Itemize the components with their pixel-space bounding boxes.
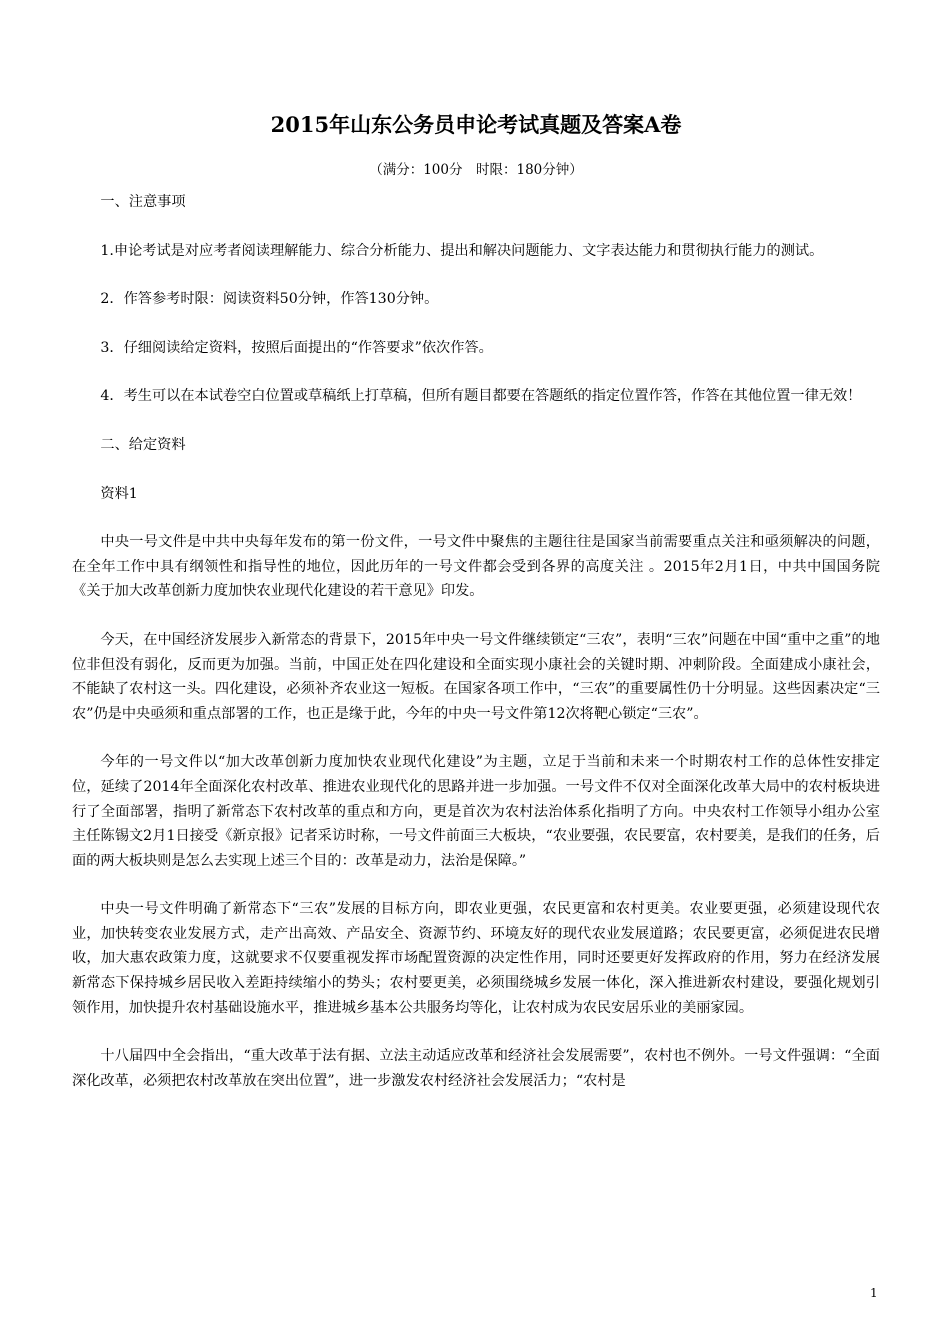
note-item-3: 3．仔细阅读给定资料，按照后面提出的“作答要求”依次作答。 <box>100 339 493 356</box>
section-heading-materials: 二、给定资料 <box>100 436 186 453</box>
note-item-2: 2．作答参考时限：阅读资料50分钟，作答130分钟。 <box>100 291 439 308</box>
material-paragraph: 中央一号文件是中共中央每年发布的第一份文件，一号文件中聚焦的主题往往是国家当前需要重点关注和亟须解决的问题，在全年工作中具有纲领性和指导性的地位，因此历年的一号文件都会受到各界的高度关注 。2015年2月1日，中共中国国务院《关于加大改革创新力度加快农业现代化建设的若干意见》印发。 <box>72 534 880 600</box>
document-subtitle: （满分：100分 时限：180分钟） <box>369 162 583 178</box>
material-paragraph: 十八届四中全会指出，“重大改革于法有据、立法主动适应改革和经济社会发展需要”，农村也不例外。一号文件强调：“全面深化改革，必须把农村改革放在突出位置”，进一步激发农村经济社会发展活力；“农村是 <box>72 1048 880 1089</box>
document-body <box>72 190 880 1093</box>
note-item-1: 1.申论考试是对应考者阅读理解能力、综合分析能力、提出和解决问题能力、文字表达能力和贯彻执行能力的测试。 <box>100 242 824 259</box>
material-paragraph: 今天，在中国经济发展步入新常态的背景下，2015年中央一号文件继续锁定“三农”，表明“三农”问题在中国“重中之重”的地位非但没有弱化，反而更为加强。当前，中国正处在四化建设和全面实现小康社会的关键时期、冲刺阶段。全面建成小康社会，不能缺了农村这一头。四化建设，必须补齐农业这一短板。在国家各项工作中，“三农”的重要属性仍十分明显。这些因素决定“三农”仍是中央亟须和重点部署的工作，也正是缘于此，今年的中央一号文件第12次将靶心锁定“三农”。 <box>72 631 880 722</box>
document-title: 2015年山东公务员申论考试真题及答案A卷 <box>270 112 682 137</box>
page-number: 1 <box>870 1286 878 1300</box>
material-paragraph: 中央一号文件明确了新常态下“三农”发展的目标方向，即农业更强，农民更富和农村更美。农业要更强，必须建设现代农业，加快转变农业发展方式，走产出高效、产品安全、资源节约、环境友好的现代农业发展道路；农民要更富，必须促进农民增收，加大惠农政策力度，这就要求不仅要重视发挥市场配置资源的决定性作用，同时还要更好发挥政府的作用，努力在经济发展新常态下保持城乡居民收入差距持续缩小的势头；农村要更美，必须围绕城乡发展一体化，深入推进新农村建设，要强化规划引领作用，加快提升农村基础设施水平，推进城乡基本公共服务均等化，让农村成为农民安居乐业的美丽家园。 <box>72 901 880 1016</box>
material-heading-1: 资料1 <box>100 485 138 502</box>
section-heading-notes: 一、注意事项 <box>100 194 186 210</box>
note-item-4: 4．考生可以在本试卷空白位置或草稿纸上打草稿，但所有题目都要在答题纸的指定位置作答，作答在其他位置一律无效！ <box>100 388 862 405</box>
material-paragraph: 今年的一号文件以“加大改革创新力度加快农业现代化建设”为主题，立足于当前和未来一个时期农村工作的总体性安排定位，延续了2014年全面深化农村改革、推进农业现代化的思路并进一步加强。一号文件不仅对全面深化改革大局中的农村板块进行了全面部署，指明了新常态下农村改革的重点和方向，更是首次为农村法治体系化指明了方向。中央农村工作领导小组办公室主任陈锡文2月1日接受《新京报》记者采访时称，一号文件前面三大板块，“农业要强，农民要富，农村要美，是我们的任务，后面的两大板块则是怎么去实现上述三个目的：改革是动力，法治是保障。” <box>72 754 880 869</box>
